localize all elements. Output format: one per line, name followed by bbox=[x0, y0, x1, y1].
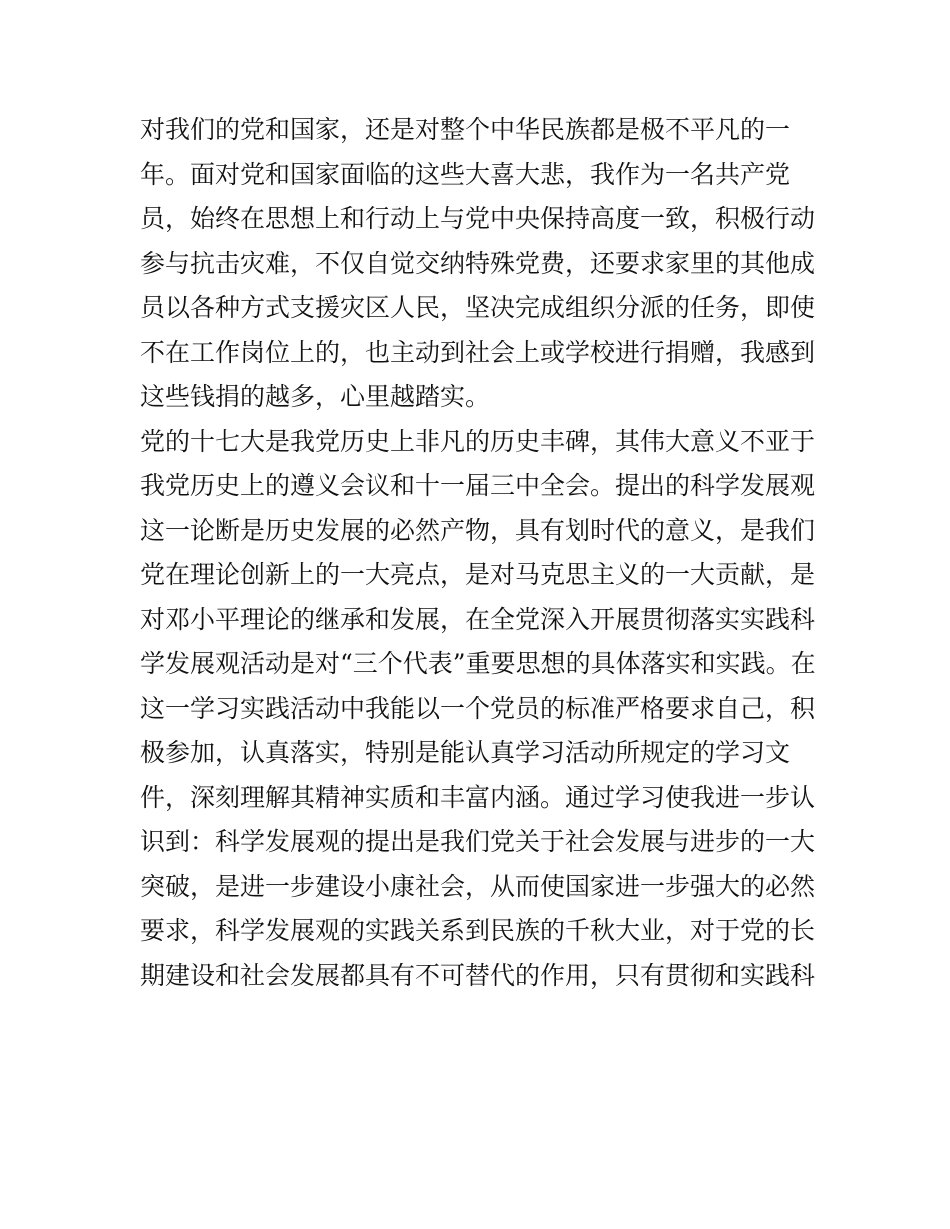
body-text bbox=[140, 108, 816, 998]
text-line: 党在理论创新上的一大亮点，是对马克思主义的一大贡献，是 bbox=[140, 560, 816, 589]
text-line: 极参加，认真落实，特别是能认真学习活动所规定的学习文 bbox=[140, 738, 791, 767]
text-line: 员，始终在思想上和行动上与党中央保持高度一致，积极行动 bbox=[140, 204, 816, 233]
text-line: 我党历史上的遵义会议和十一届三中全会。提出的科学发展观 bbox=[140, 471, 816, 500]
text-line: 这些钱捐的越多，心里越踏实。 bbox=[140, 382, 491, 411]
text-line: 突破，是进一步建设小康社会，从而使国家进一步强大的必然 bbox=[140, 871, 816, 901]
text-line: 对邓小平理论的继承和发展，在全党深入开展贯彻落实实践科 bbox=[140, 604, 816, 634]
text-line: 不在工作岗位上的，也主动到社会上或学校进行捐赠，我感到 bbox=[140, 337, 816, 367]
text-line: 参与抗击灾难，不仅自觉交纳特殊党费，还要求家里的其他成 bbox=[140, 248, 816, 278]
text-line: 期建设和社会发展都具有不可替代的作用，只有贯彻和实践科 bbox=[140, 960, 816, 990]
text-line: 这一论断是历史发展的必然产物，具有划时代的意义，是我们 bbox=[140, 515, 816, 545]
text-line: 学发展观活动是对“三个代表”重要思想的具体落实和实践。在 bbox=[140, 649, 816, 678]
text-line: 要求，科学发展观的实践关系到民族的千秋大业，对于党的长 bbox=[140, 916, 816, 945]
text-line: 对我们的党和国家，还是对整个中华民族都是极不平凡的一 bbox=[140, 115, 791, 144]
text-line: 党的十七大是我党历史上非凡的历史丰碑，其伟大意义不亚于 bbox=[140, 426, 816, 456]
text-line: 这一学习实践活动中我能以一个党员的标准严格要求自己，积 bbox=[140, 693, 816, 723]
text-line: 识到：科学发展观的提出是我们党关于社会发展与进步的一大 bbox=[140, 827, 816, 856]
text-line: 员以各种方式支援灾区人民，坚决完成组织分派的任务，即使 bbox=[140, 293, 816, 322]
text-line: 件，深刻理解其精神实质和丰富内涵。通过学习使我进一步认 bbox=[140, 782, 816, 812]
text-line: 年。面对党和国家面临的这些大喜大悲，我作为一名共产党 bbox=[140, 159, 791, 189]
